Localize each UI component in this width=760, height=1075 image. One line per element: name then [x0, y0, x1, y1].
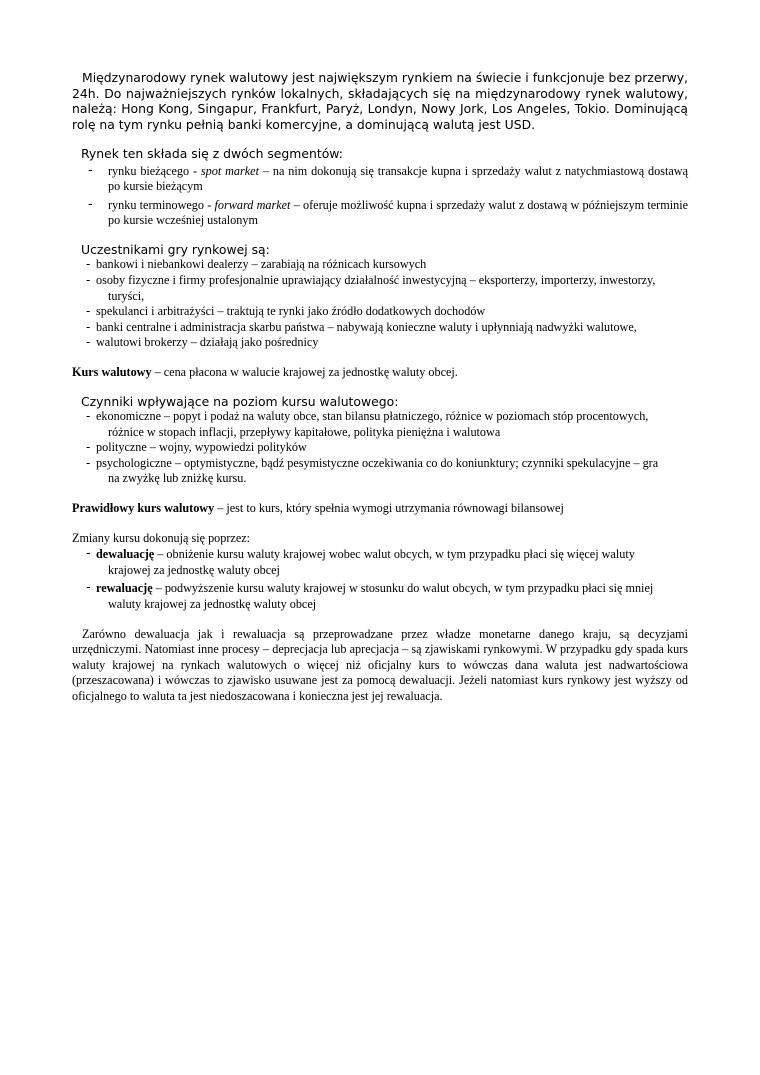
conclusion-paragraph: Zarówno dewaluacja jak i rewaluacja są przeprowadzane przez władze monetarne danego kraju, są decyzjami urzędniczymi. Natomiast inne procesy – deprecjacja lub aprecjacja – są zjawiskami rynkowymi. W przypadku gdy spada kurs waluty krajowej na rynkach walutowych o więcej niż oficjalny kurs to wówczas dana waluta jest nadwartościowa (przeszacowana) i wówczas to zjawisko usuwane jest za pomocą dewaluacji. Jeżeli natomiast kurs rynkowy jest wyższy od oficjalnego to waluta ta jest niedoszacowana i konieczna jest jej rewaluacja. — [72, 626, 688, 703]
factor-text: ekonomiczne – popyt i podaż na waluty obce, stan bilansu płatniczego, różnice w poziomach stóp procentowych, — [96, 409, 649, 424]
proper-rate-definition — [72, 501, 688, 517]
list-item — [72, 547, 688, 578]
dash-bullet: - — [86, 440, 91, 455]
participant-text: bankowi i niebankowi dealerzy – zarabiają na różnicach kursowych — [96, 257, 427, 272]
factor-text-continued: różnice w stopach inflacji, przepływy kapitałowe, polityka pieniężna i walutowa — [108, 424, 501, 439]
exchange-rate-definition — [72, 365, 688, 381]
change-text: – podwyższenie kursu waluty krajowej w stosunku do walut obcych, w tym przypadku płaci się mniej — [152, 581, 654, 596]
list-item — [72, 257, 688, 273]
participants-heading: Uczestnikami gry rynkowej są: — [81, 241, 270, 257]
dash-bullet: - — [86, 546, 91, 562]
dash-bullet: - — [86, 455, 91, 470]
segments-heading: Rynek ten składa się z dwóch segmentów: — [81, 146, 343, 161]
factors-list — [72, 409, 688, 487]
list-item — [72, 440, 688, 456]
dash-bullet: - — [86, 304, 91, 319]
changes-list — [72, 547, 688, 612]
factor-text-continued: na zwyżkę lub zniżkę kursu. — [108, 471, 247, 486]
list-item — [72, 581, 688, 612]
dash-bullet: - — [86, 272, 91, 287]
segment-term: spot market — [200, 163, 259, 178]
participant-text: walutowi brokerzy – działają jako pośrednicy — [96, 335, 319, 350]
factors-heading: Czynniki wpływające na poziom kursu walutowego: — [81, 393, 399, 409]
change-term: dewaluację — [96, 547, 155, 562]
dash-bullet: - — [86, 580, 91, 596]
dash-bullet: - — [86, 257, 91, 272]
participant-text: spekulanci i arbitrażyści – traktują te rynki jako źródło dodatkowych dochodów — [96, 304, 486, 319]
participant-text: osoby fizyczne i firmy profesjonalnie uprawiający działalność inwestycyjną – eksporterzy, importerzy, inwestorzy, — [96, 272, 656, 287]
dash-bullet: - — [88, 196, 93, 212]
segment-lead: rynku terminowego - — [108, 197, 215, 212]
change-text-continued: krajowej za jednostkę waluty obcej — [108, 562, 280, 577]
participant-text-continued: turyści, — [108, 288, 145, 303]
dash-bullet: - — [86, 335, 91, 350]
proper-rate-term: Prawidłowy kurs walutowy — [72, 501, 215, 515]
intro-paragraph: Międzynarodowy rynek walutowy jest największym rynkiem na świecie i funkcjonuje bez przerwy, 24h. Do najważniejszych rynków lokalnych, składających się na międzynarodowy rynek walutowy, należą: Hong Kong, Singapur, Frankfurt, Paryż, Londyn, Nowy Jork, Los Angeles, Tokio. Dominującą rolę na tym rynku pełnią banki komercyjne, a dominującą walutą jest USD. — [72, 70, 688, 132]
dash-bullet: - — [88, 162, 93, 178]
list-item — [72, 198, 688, 229]
list-item — [72, 409, 688, 440]
change-text-continued: waluty krajowej za jednostkę waluty obcej — [108, 596, 317, 611]
list-item — [72, 456, 688, 487]
change-text: – obniżenie kursu waluty krajowej wobec walut obcych, w tym przypadku płaci się więcej waluty — [154, 547, 635, 562]
dash-bullet: - — [86, 409, 91, 424]
changes-heading: Zmiany kursu dokonują się poprzez: — [72, 530, 251, 545]
document-page — [72, 70, 688, 705]
segment-description: – oferuje możliwość kupna i sprzedaży walut z dostawą w późniejszym terminie po kursie wcześniej ustalonym — [108, 197, 688, 228]
exchange-rate-text: – cena płacona w walucie krajowej za jednostkę waluty obcej. — [151, 364, 458, 379]
participants-list — [72, 257, 688, 351]
participant-text: banki centralne i administracja skarbu państwa – nabywają konieczne waluty i upłynniają nadwyżki walutowe, — [96, 319, 637, 334]
segment-term: forward market — [214, 197, 291, 212]
change-term: rewaluację — [96, 581, 153, 596]
segment-description: – na nim dokonują się transakcje kupna i sprzedaży walut z natychmiastową dostawą po kursie bieżącym — [108, 163, 688, 194]
factor-text: psychologiczne – optymistyczne, bądź pesymistyczne oczekiwania co do koniunktury; czynniki spekulacyjne – gra — [96, 455, 659, 470]
dash-bullet: - — [86, 319, 91, 334]
factor-text: polityczne – wojny, wypowiedzi polityków — [96, 440, 307, 455]
list-item — [72, 304, 688, 320]
exchange-rate-term: Kurs walutowy — [72, 364, 152, 379]
proper-rate-text: – jest to kurs, który spełnia wymogi utrzymania równowagi bilansowej — [214, 501, 564, 515]
segment-lead: rynku bieżącego - — [108, 163, 201, 178]
list-item — [72, 320, 688, 336]
list-item — [72, 273, 688, 304]
list-item — [72, 164, 688, 195]
segments-list — [72, 164, 688, 229]
list-item — [72, 335, 688, 351]
